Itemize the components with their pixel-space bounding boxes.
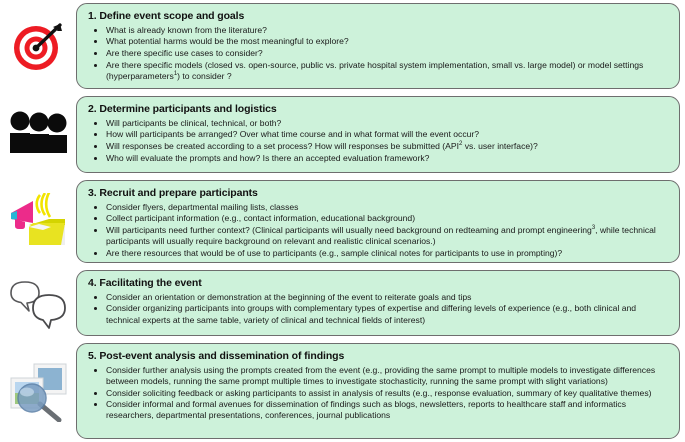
step-row-5 xyxy=(0,343,685,439)
step-row-3 xyxy=(0,180,685,263)
bullet-item: Consider soliciting feedback or asking participants to assist in analysis of results (e.g., response evaluation, summary of key qualitative themes) xyxy=(86,388,670,399)
bullet-item: Who will evaluate the prompts and how? Is there an accepted evaluation framework? xyxy=(86,153,670,164)
bullet-item: Consider organizing participants into groups with complementary types of expertise and differing levels of experience (e.g., both clinical and technical experts at the same table, variety of clinical and technical fields of interest) xyxy=(86,303,670,325)
step-card-3 xyxy=(76,180,680,263)
photos-with-magnifier-icon xyxy=(0,343,76,439)
bullet-item: Consider an orientation or demonstration at the beginning of the event to reiterate goals and tips xyxy=(86,292,670,303)
bullet-item: Consider informal and formal avenues for dissemination of findings such as blogs, newsletters, reports to healthcare staff and informatics researchers, departmental presentations, conferences, journal publications xyxy=(86,399,670,421)
step-title-3: 3. Recruit and prepare participants xyxy=(88,187,258,199)
bullet-item: Are there specific use cases to consider? xyxy=(86,48,670,59)
step-card-1 xyxy=(76,3,680,89)
bullet-item: Will responses be created according to a set process? How will responses be submitted (API$^2$ vs. user interface)? xyxy=(86,141,670,152)
step-bullets-2 xyxy=(86,118,670,164)
step-bullets-3 xyxy=(86,202,670,259)
step-title-2: 2. Determine participants and logistics xyxy=(88,103,277,115)
step-title-4: 4. Facilitating the event xyxy=(88,277,202,289)
step-title-5: 5. Post-event analysis and dissemination of findings xyxy=(88,350,345,362)
step-bullets-1 xyxy=(86,25,670,82)
step-card-2 xyxy=(76,96,680,173)
group-of-people-icon xyxy=(0,96,76,173)
step-card-5 xyxy=(76,343,680,439)
step-row-4 xyxy=(0,270,685,336)
bullet-item: Consider further analysis using the prompts created from the event (e.g., providing the same prompt to multiple models to investigate differences between models, running the same prompt multiple times to investigate stochasticity, running the same prompt with slight variations) xyxy=(86,365,670,387)
speech-bubbles-icon xyxy=(0,270,76,336)
bullet-item: What is already known from the literature? xyxy=(86,25,670,36)
bullet-item: Will participants need further context? (Clinical participants will usually need background on redteaming and prompt engineering$^3$, while technical participants will usually require background on relevant and realistic clinical scenarios.) xyxy=(86,225,670,247)
bullet-item: Consider flyers, departmental mailing lists, classes xyxy=(86,202,670,213)
bullet-item: How will participants be arranged? Over what time course and in what format will the event occur? xyxy=(86,129,670,140)
megaphone-and-folder-icon xyxy=(0,180,76,263)
bullet-item: Are there resources that would be of use to participants (e.g., sample clinical notes for participants to use in prompting)? xyxy=(86,248,670,259)
bullet-item: Are there specific models (closed vs. open-source, public vs. private hospital system implementation, small vs. large model) or model settings (hyperparameters$^1$) to consider ? xyxy=(86,60,670,82)
step-row-2 xyxy=(0,96,685,173)
step-row-1 xyxy=(0,3,685,89)
bullet-item: What potential harms would be the most meaningful to explore? xyxy=(86,36,670,47)
step-bullets-4 xyxy=(86,292,670,326)
step-title-1: 1. Define event scope and goals xyxy=(88,10,245,22)
bullet-item: Will participants be clinical, technical, or both? xyxy=(86,118,670,129)
bullet-item: Collect participant information (e.g., contact information, educational background) xyxy=(86,213,670,224)
step-card-4 xyxy=(76,270,680,336)
target-bullseye-icon xyxy=(0,3,76,89)
step-bullets-5 xyxy=(86,365,670,422)
